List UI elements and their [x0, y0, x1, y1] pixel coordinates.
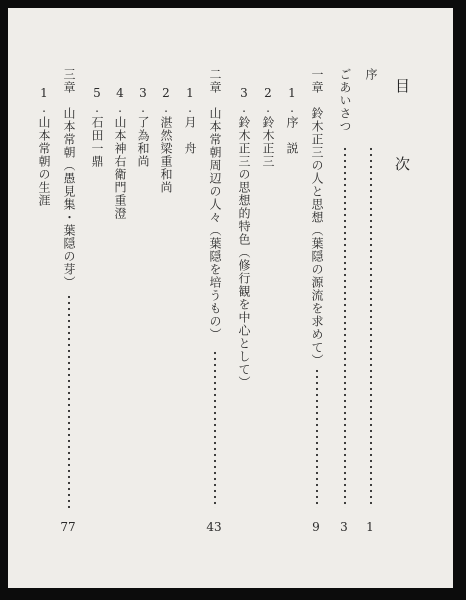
- toc-entry-3-1: 1.山本常朝の生涯: [37, 86, 51, 207]
- book-page: [8, 8, 453, 588]
- toc-entry-chapter-2: 二章 山本常朝周辺の人々（葉隠を培うもの）: [208, 68, 222, 341]
- toc-leader: [344, 146, 346, 508]
- toc-leader: [68, 294, 70, 508]
- toc-leader: [214, 350, 216, 508]
- toc-leader: [370, 146, 372, 508]
- toc-entry-2-5: 5.石田一鼎: [90, 86, 104, 168]
- toc-leader: [316, 368, 318, 508]
- toc-entry-chapter-3: 三章 山本常朝（愚見集・葉隠の芽）: [62, 68, 76, 289]
- page-title: 目 次: [393, 78, 411, 195]
- toc-entry-2-3: 3.了為和尚: [136, 86, 150, 168]
- toc-page-number: 3: [340, 520, 348, 534]
- toc-entry-greeting: ごあいさつ: [338, 68, 352, 133]
- toc-page-number: 1: [366, 520, 374, 534]
- toc-entry-1-3: 3.鈴木正三の思想的特色（修行観を中心として）: [237, 86, 251, 389]
- toc-entry-2-2: 2.湛然梁重和尚: [159, 86, 173, 194]
- toc-entry-1-1: 1.序 説: [285, 86, 299, 155]
- toc-entry-1-2: 2.鈴木正三: [261, 86, 275, 168]
- toc-page-number: 77: [60, 520, 76, 534]
- toc-entry-2-1: 1.月 舟: [183, 86, 197, 155]
- toc-entry-2-4: 4.山本神右衛門重澄: [113, 86, 127, 220]
- toc-page-number: 43: [206, 520, 222, 534]
- toc-page-number: 9: [312, 520, 320, 534]
- toc-entry-chapter-1: 一章 鈴木正三の人と思想（葉隠の源流を求めて）: [310, 68, 324, 367]
- toc-entry-preface: 序: [364, 68, 378, 81]
